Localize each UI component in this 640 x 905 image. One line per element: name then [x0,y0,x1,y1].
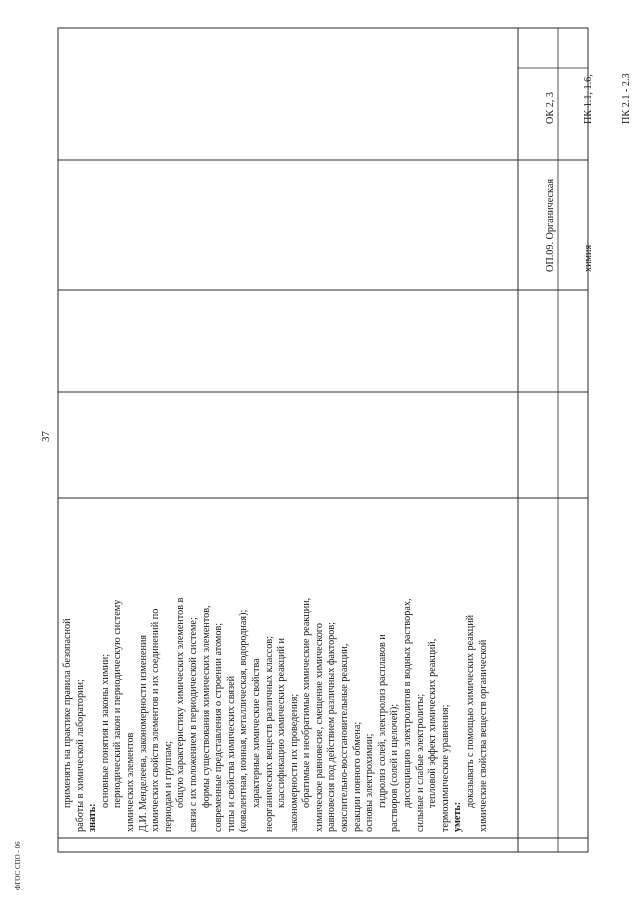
footer-code: ФГОС СПО - 06 [14,841,22,890]
skills-line: растворов (солей и щелочей); [389,703,401,832]
skills-line: основные понятия и законы химии; [99,653,111,808]
skills-line: современные представления о строении атомов; [213,622,225,832]
skills-line: диссоциацию электролитов в водных растворах, [402,598,414,808]
competencies-cell [520,73,640,124]
competency-line-3: ПК 2.1 - 2.3 [620,73,632,124]
skills-line: работы в химической лаборатории; [74,679,86,832]
skills-line: применять на практике правила безопасной [62,618,73,808]
skills-line: Д.И. Менделеева, закономерности изменения [137,634,149,832]
skills-line: доказывать с помощью химических реакций [465,614,476,808]
skills-line: окислительно-восстановительные реакции, [339,643,351,832]
skills-line: химических свойств элементов и их соединений по [150,608,162,832]
discipline-cell [520,179,621,272]
skills-line: химических элементов [124,732,136,832]
skills-line: термохимические уравнения; [439,704,451,832]
skills-line: неорганических веществ различных классов; [263,635,275,832]
skills-line: химическое равновесие, смещение химического [313,623,325,832]
skills-line: равновесия под действием различных факторов; [326,621,338,832]
skills-line: химические свойства веществ органической [477,639,489,832]
skills-text-block [62,598,490,832]
competency-line-1: ОК 2, 3 [545,92,557,124]
skills-line: обратимые и необратимые химические реакции, [301,597,313,808]
skills-line: знать: [87,803,99,832]
skills-line: закономерности их проведения; [288,693,300,832]
skills-line: периодический закон и периодическую систему [112,599,124,808]
skills-line: общую характеристику химических элементов в [175,597,187,808]
skills-line: периодам и группам; [162,741,174,832]
discipline-line-2: химия [582,244,594,272]
skills-line: основы электрохимии; [364,733,376,832]
skills-line: связи с их положением в периодической системе; [187,617,199,832]
skills-line: тепловой эффект химических реакций, [427,638,439,808]
skills-line: классификацию химических реакций и [276,638,288,808]
skills-line: характерные химические свойства [250,658,262,808]
competency-line-2: ПК 1.1, 1.6, [582,74,594,124]
discipline-line-1: ОП.09. Органическая [545,178,557,272]
skills-line: гидролиз солей, электролиз расплавов и [376,634,388,808]
skills-line: реакции ионного обмена; [351,721,363,832]
skills-line: (ковалентная, ионная, металлическая, водородная); [238,609,250,832]
skills-line: типы и свойства химических связей [225,675,237,832]
skills-line: сильные и слабые электролиты; [414,693,426,832]
page-number: 37 [40,431,52,442]
skills-line: формы существования химических элементов, [200,605,212,808]
skills-line: уметь: [452,801,464,832]
